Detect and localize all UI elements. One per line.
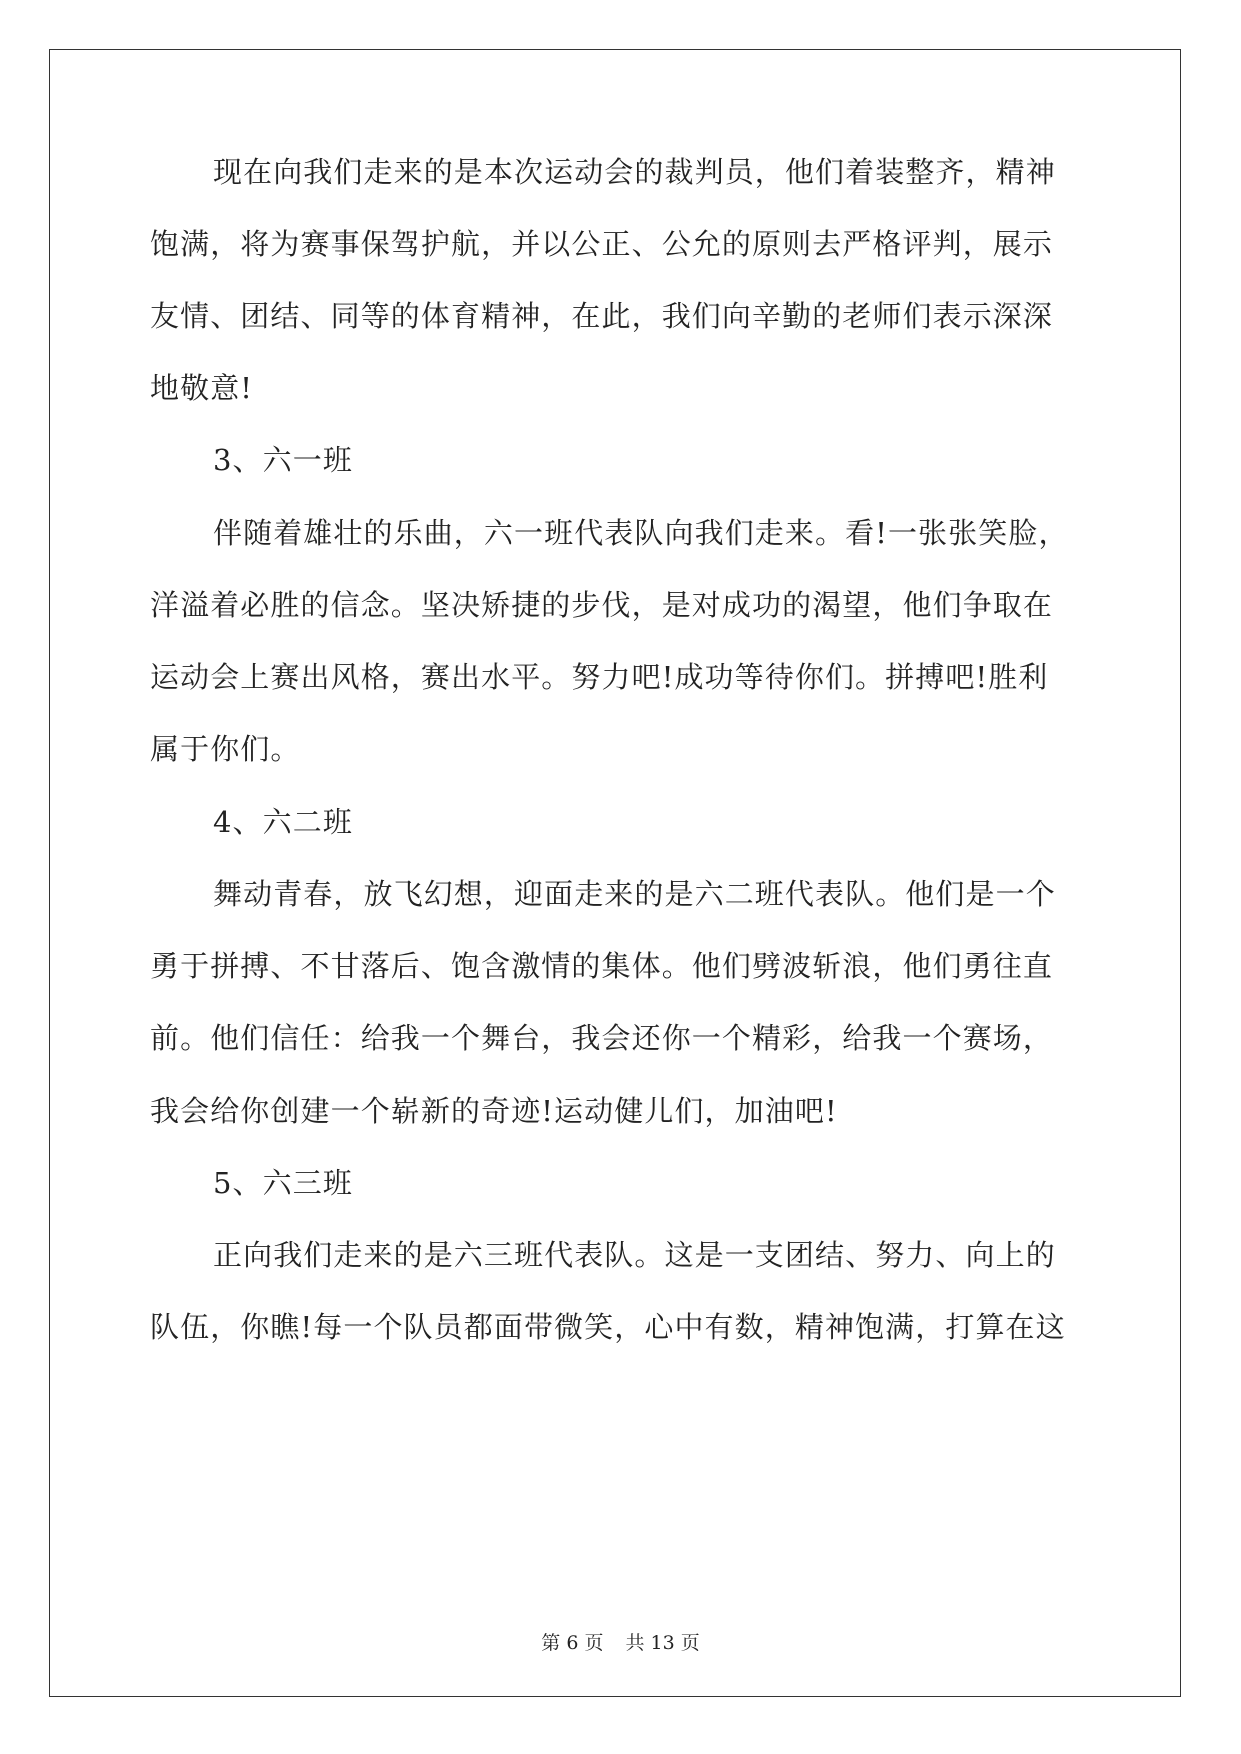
page-total: 共 13 页 [625, 1632, 700, 1654]
paragraph-line: 队伍，你瞧!每一个队员都面带微笑，心中有数，精神饱满，打算在这 [150, 1310, 1066, 1344]
paragraph-line: 前。他们信任：给我一个舞台，我会还你一个精彩，给我一个赛场， [150, 1021, 1054, 1055]
paragraph-line: 正向我们走来的是六三班代表队。这是一支团结、努力、向上的 [213, 1238, 1056, 1272]
section-heading: 4、六二班 [213, 805, 353, 839]
paragraph-line: 现在向我们走来的是本次运动会的裁判员，他们着装整齐，精神 [213, 155, 1056, 189]
paragraph-line: 饱满，将为赛事保驾护航，并以公正、公允的原则去严格评判，展示 [150, 227, 1054, 261]
page-footer [0, 1628, 1241, 1655]
paragraph-line: 洋溢着必胜的信念。坚决矫捷的步伐，是对成功的渴望，他们争取在 [150, 588, 1054, 622]
paragraph-line: 我会给你创建一个崭新的奇迹!运动健儿们，加油吧! [150, 1094, 838, 1128]
paragraph-line: 运动会上赛出风格，赛出水平。努力吧!成功等待你们。拼搏吧!胜利 [150, 660, 1049, 694]
paragraph-line: 友情、团结、同等的体育精神，在此，我们向辛勤的老师们表示深深 [150, 299, 1054, 333]
paragraph-line: 舞动青春，放飞幻想，迎面走来的是六二班代表队。他们是一个 [213, 877, 1056, 911]
section-heading: 3、六一班 [213, 443, 353, 477]
paragraph-line: 伴随着雄壮的乐曲，六一班代表队向我们走来。看!一张张笑脸， [213, 516, 1069, 550]
paragraph-line: 地敬意! [150, 371, 254, 405]
paragraph-line: 勇于拼搏、不甘落后、饱含激情的集体。他们劈波斩浪，他们勇往直 [150, 949, 1054, 983]
page-number: 第 6 页 [541, 1632, 604, 1654]
section-heading: 5、六三班 [213, 1166, 353, 1200]
paragraph-line: 属于你们。 [150, 732, 301, 766]
